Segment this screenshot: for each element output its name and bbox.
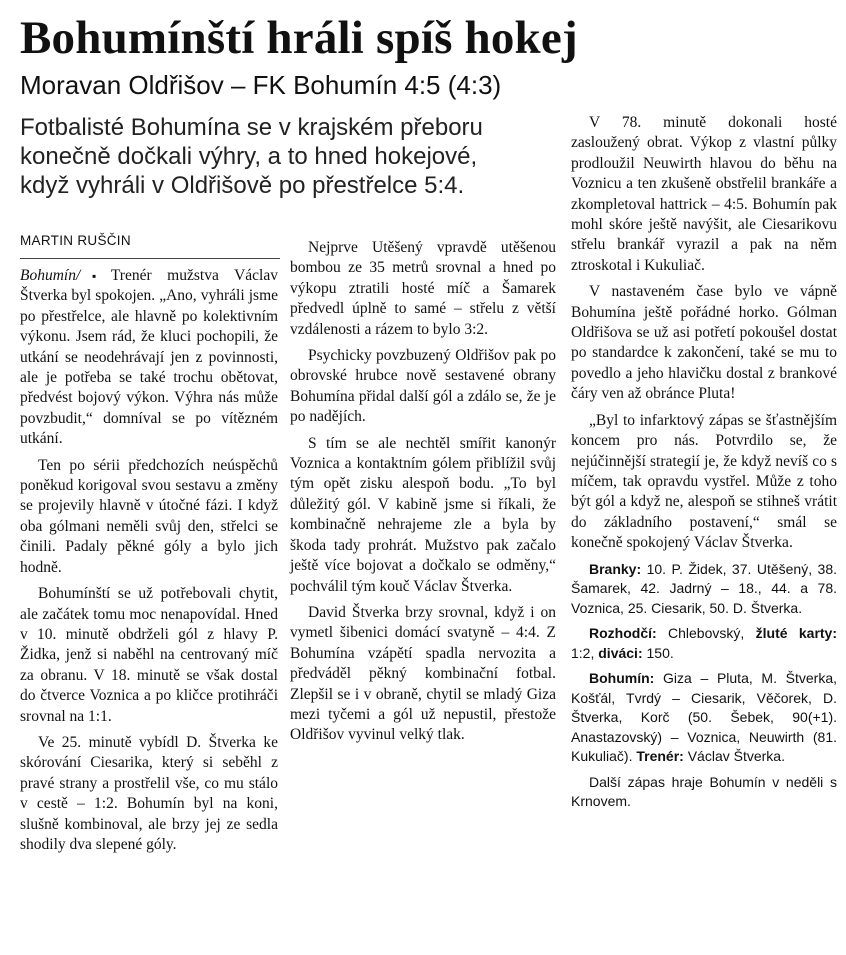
goals: Branky: 10. P. Židek, 37. Utěšený, 38. Šamarek, 42. Jadrný – 18., 44. a 78. Voznica, 25. Ciesarik, 50. D. Štverka. — [571, 560, 837, 616]
article-paragraph: Bohumínští se už potřebovali chytit, ale začátek tomu moc nenapovídal. Hned v 10. minutě obdrželi gól z hlavy P. Židka, jenž si naběhl na centrovaný míč za obranu. V 18. minutě se však dostal do čtverce Voznica a po kličce protihráči srovnal na 1:1. — [20, 585, 278, 725]
article-paragraph: Nejprve Utěšený vpravdě utěšenou bombou ze 35 metrů srovnal a hned po výkopu ztratili hosté míč a Šamarek předvedl úplně to samé – střelu z větší vzdálenosti a rázem to bylo 3:2. — [290, 239, 556, 338]
article-paragraph: „Byl to infarktový zápas se šťastnějším koncem pro nás. Potvrdilo se, že nejúčinnější strategií je, že když nevíš co s míčem, tak opravdu vystřel. Může z toho být gól a když ne, alespoň se stihneš vrátit do základního postavení,“ smál se konečně spokojený Václav Štverka. — [571, 411, 837, 552]
lead-line: když vyhráli v Oldřišově po přestřelce 5:4. — [20, 172, 465, 199]
lead-line: Fotbalisté Bohumína se v krajském přeboru — [20, 114, 483, 141]
next-match: Další zápas hraje Bohumín v neděli s Krnovem. — [571, 773, 837, 810]
article-paragraph: S tím se ale nechtěl smířit kanonýr Voznica a kontaktním gólem přiblížil svůj tým opět zisku alespoň bodu. „To byl důležitý gól. V kabině jsme si říkali, že kombinačně nehrajeme zle a byla by škoda tady prohrát. Mužstvo pak začalo ještě více bojovat a dočkalo se odměny,“ pochválil tým kouč Václav Štverka. — [290, 434, 556, 595]
article-paragraph: Bohumín/▪ Trenér mužstva Václav Štverka byl spokojen. „Ano, vyhráli jsme po přestřelce, ale hlavně po kolektivním výkonu. Jsem rád, že kluci pochopili, že utkání se neodehrávají jen z povinnosti, ale je potřeba se také trochu obětovat, předvést bojový výkon. Výhra nás může povzbudit,“ domníval se po vítězném utkání. — [20, 267, 278, 448]
match-facts — [571, 560, 837, 812]
lineup: Bohumín: Giza – Pluta, M. Štverka, Košťál, Tvrdý – Ciesarik, Věčorek, D. Štverka, Korč (50. Šebek, 90(+1). Anastazovský) – Voznica, Neuwirth (81. Kukuliač). Trenér: Václav Štverka. — [571, 670, 837, 765]
headline: Bohumínští hráli spíš hokej — [20, 12, 578, 64]
dateline: Bohumín/ — [20, 267, 81, 284]
lead-paragraph — [20, 113, 580, 200]
byline: MARTIN RUŠČIN — [20, 232, 280, 259]
article-paragraph: Ve 25. minutě vybídl D. Štverka ke skórování Ciesarika, který si seběhl z pravé strany a prostřelil vše, co mu stálo v cestě – 1:2. Bohumín byl na koni, slušně kombinoval, ale brzy jej ze sedla shodily dva slepené góly. — [20, 733, 278, 853]
article-paragraph: V nastaveném čase bylo ve vápně Bohumína ještě pořádné horko. Gólman Oldřišova se už asi potřetí pokoušel dostat po standardce k zakončení, také se mu to povedlo a jeho hlavičku dostal z brankové čáry ven až obránce Pluta! — [571, 283, 837, 403]
match-result: Moravan Oldřišov – FK Bohumín 4:5 (4:3) — [20, 70, 502, 100]
article-column-2 — [290, 238, 556, 752]
article-column-1 — [20, 266, 278, 861]
lead-line: konečně dočkali výhry, a to hned hokejové, — [20, 143, 478, 170]
article-paragraph: Psychicky povzbuzený Oldřišov pak po obrovské hrubce nově sestavené obrany Bohumína přidal další gól a zdálo se, že je po nadějích. — [290, 347, 556, 426]
article-paragraph: David Štverka brzy srovnal, když i on vymetl šibenici domácí svatyně – 4:4. Z Bohumína vzápětí spadla nervozita a předváděl pěkný kombinační fotbal. Zlepšil se i v obraně, chytil se mladý Giza mezi tyčemi a gól už nepustil, přestože Oldřišov vyvinul velký tlak. — [290, 603, 556, 744]
officials: Rozhodčí: Chlebovský, žluté karty: 1:2, diváci: 150. — [571, 625, 838, 661]
article-paragraph: Ten po sérii předchozích neúspěchů poněkud korigoval svou sestavu a změny se projevily hlavně v útočné fázi. I když oba gólmani neměli svůj den, střelci se činili. Padaly pěkné góly a bylo jich hodně. — [20, 456, 278, 576]
article-paragraph: V 78. minutě dokonali hosté zasloužený obrat. Výkop z vlastní půlky prodloužil Neuwirth hlavou do běhu na Voznicu a ten zkušeně obstřelil brankáře a zkompletoval hattrick – 4:5. Bohumín pak mohl skóre ještě navýšit, ale Ciesarikovu střelu brankář vyrazil a pak na něm ztroskotal i Kukuliač. — [571, 114, 837, 274]
article-column-3 — [571, 113, 837, 818]
dateline-mark-icon: ▪ — [80, 269, 108, 283]
